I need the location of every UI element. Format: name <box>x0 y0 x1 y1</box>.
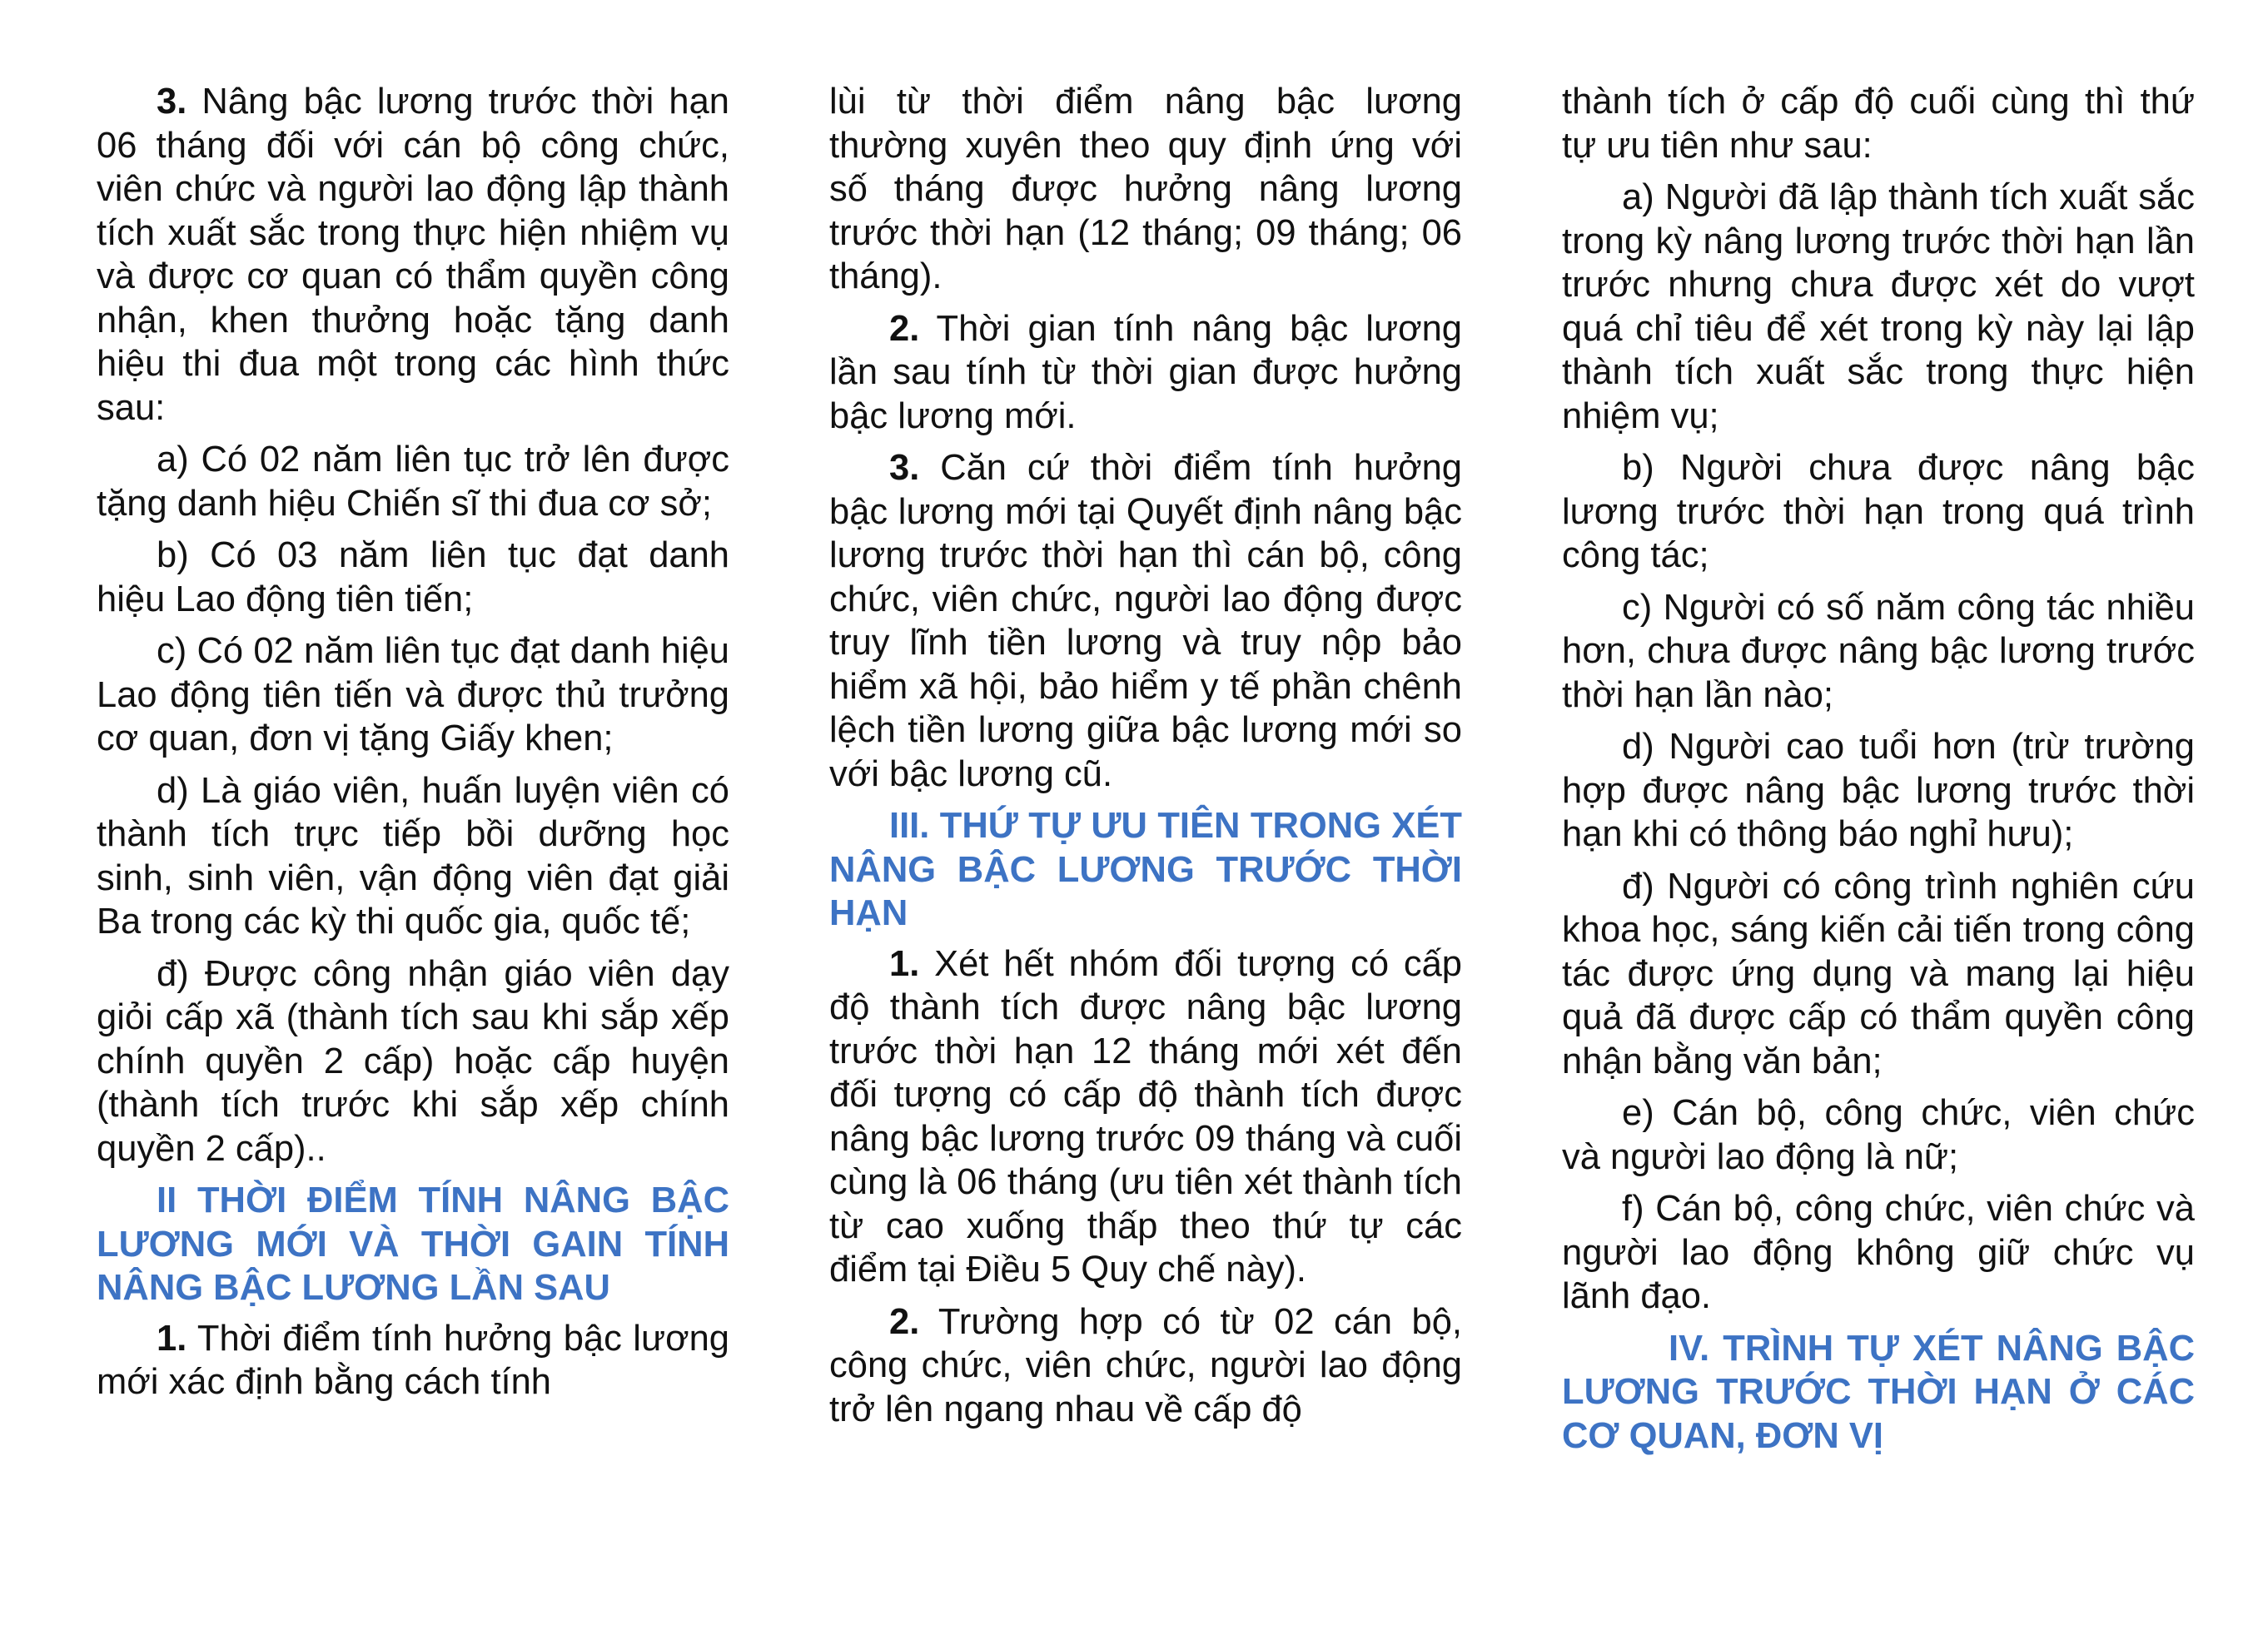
paragraph-continuation <box>829 80 1462 299</box>
paragraph <box>97 80 729 430</box>
column-1 <box>97 80 729 1413</box>
item-number: 2. <box>889 308 920 349</box>
paragraph <box>97 534 729 621</box>
paragraph <box>1562 1187 2195 1319</box>
item-number: 1. <box>889 943 920 984</box>
paragraph-text: d) Là giáo viên, huấn luyện viên có thành tích trực tiếp bồi dưỡng học sinh, sinh viên, vận động viên đạt giải Ba trong các kỳ thi quốc gia, quốc tế; <box>97 770 729 942</box>
paragraph <box>1562 865 2195 1084</box>
paragraph-text: Xét hết nhóm đối tượng có cấp độ thành tích được nâng bậc lương trước thời hạn 12 tháng mới xét đến đối tượng có cấp độ thành tích được nâng bậc lương trước 09 tháng và cuối cùng là 06 tháng (ưu tiên xét thành tích từ cao xuống thấp theo thứ tự các điểm tại Điều 5 Quy chế này). <box>829 943 1462 1290</box>
paragraph-text: Nâng bậc lương trước thời hạn 06 tháng đối với cán bộ công chức, viên chức và người lao động lập thành tích xuất sắc trong thực hiện nhiệm vụ và được cơ quan có thẩm quyền công nhận, khen thưởng hoặc tặng danh hiệu thi đua một trong các hình thức sau: <box>97 82 729 428</box>
paragraph <box>829 1300 1462 1432</box>
paragraph <box>97 952 729 1171</box>
item-number: 2. <box>889 1301 920 1342</box>
paragraph <box>829 942 1462 1292</box>
item-number: 1. <box>157 1318 187 1359</box>
paragraph <box>829 446 1462 796</box>
paragraph-text: Thời điểm tính hưởng bậc lương mới xác định bằng cách tính <box>97 1318 729 1402</box>
paragraph-text: Căn cứ thời điểm tính hưởng bậc lương mới tại Quyết định nâng bậc lương trước thời hạn thì cán bộ, công chức, viên chức, người lao động được truy lĩnh tiền lương và truy nộp bảo hiểm xã hội, bảo hiểm y tế phần chênh lệch tiền lương giữa bậc lương mới so với bậc lương cũ. <box>829 448 1462 794</box>
section-heading: III. THỨ TỰ ƯU TIÊN TRONG XÉT NÂNG BẬC LƯƠNG TRƯỚC THỜI HẠN <box>829 806 1462 933</box>
paragraph <box>97 629 729 761</box>
item-number: 3. <box>157 82 187 122</box>
paragraph <box>1562 446 2195 578</box>
paragraph-text: e) Cán bộ, công chức, viên chức và người lao động là nữ; <box>1562 1093 2195 1177</box>
paragraph <box>1562 725 2195 857</box>
paragraph-text: b) Người chưa được nâng bậc lương trước thời hạn trong quá trình công tác; <box>1562 448 2195 575</box>
item-number: 3. <box>889 448 920 488</box>
paragraph <box>97 1317 729 1404</box>
paragraph-text: f) Cán bộ, công chức, viên chức và người lao động không giữ chức vụ lãnh đạo. <box>1562 1189 2195 1316</box>
paragraph <box>1562 1091 2195 1179</box>
paragraph <box>1562 586 2195 718</box>
paragraph-text: thành tích ở cấp độ cuối cùng thì thứ tự ưu tiên như sau: <box>1562 82 2195 166</box>
paragraph-text: d) Người cao tuổi hơn (trừ trường hợp được nâng bậc lương trước thời hạn khi có thông báo nghỉ hưu); <box>1562 727 2195 854</box>
paragraph-text: b) Có 03 năm liên tục đạt danh hiệu Lao động tiên tiến; <box>97 535 729 619</box>
paragraph-text: c) Có 02 năm liên tục đạt danh hiệu Lao động tiên tiến và được thủ trưởng cơ quan, đơn vị tặng Giấy khen; <box>97 631 729 758</box>
paragraph-text: a) Có 02 năm liên tục trở lên được tặng danh hiệu Chiến sĩ thi đua cơ sở; <box>97 440 729 524</box>
column-3 <box>1562 80 2195 1464</box>
paragraph <box>97 438 729 525</box>
paragraph-text: Thời gian tính nâng bậc lương lần sau tính từ thời gian được hưởng bậc lương mới. <box>829 308 1462 436</box>
section-heading: IV. TRÌNH TỰ XÉT NÂNG BẬC LƯƠNG TRƯỚC THỜI HẠN Ở CÁC CƠ QUAN, ĐƠN VỊ <box>1562 1328 2195 1456</box>
paragraph-text: đ) Được công nhận giáo viên dạy giỏi cấp xã (thành tích sau khi sắp xếp chính quyền 2 cấp) hoặc cấp huyện (thành tích trước khi sắp xếp chính quyền 2 cấp).. <box>97 953 729 1169</box>
column-2 <box>829 80 1462 1439</box>
paragraph-text: đ) Người có công trình nghiên cứu khoa học, sáng kiến cải tiến trong công tác được ứng dụng và mang lại hiệu quả đã được cấp có thẩm quyền công nhận bằng văn bản; <box>1562 866 2195 1081</box>
section-heading: II THỜI ĐIỂM TÍNH NÂNG BẬC LƯƠNG MỚI VÀ THỜI GAIN TÍNH NÂNG BẬC LƯƠNG LẦN SAU <box>97 1180 729 1308</box>
paragraph <box>1562 176 2195 438</box>
paragraph <box>97 769 729 944</box>
paragraph-text: a) Người đã lập thành tích xuất sắc trong kỳ nâng lương trước thời hạn lần trước nhưng chưa được xét do vượt quá chỉ tiêu để xét trong kỳ này lại lập thành tích xuất sắc trong thực hiện nhiệm vụ; <box>1562 177 2195 436</box>
paragraph-text: c) Người có số năm công tác nhiều hơn, chưa được nâng bậc lương trước thời hạn lần nào; <box>1562 587 2195 715</box>
paragraph <box>829 307 1462 439</box>
paragraph-continuation <box>1562 80 2195 167</box>
paragraph-text: lùi từ thời điểm nâng bậc lương thường xuyên theo quy định ứng với số tháng được hưởng nâng lương trước thời hạn (12 tháng; 09 tháng; 06 tháng). <box>829 82 1462 296</box>
paragraph-text: Trường hợp có từ 02 cán bộ, công chức, viên chức, người lao động trở lên ngang nhau về cấp độ <box>829 1301 1462 1429</box>
